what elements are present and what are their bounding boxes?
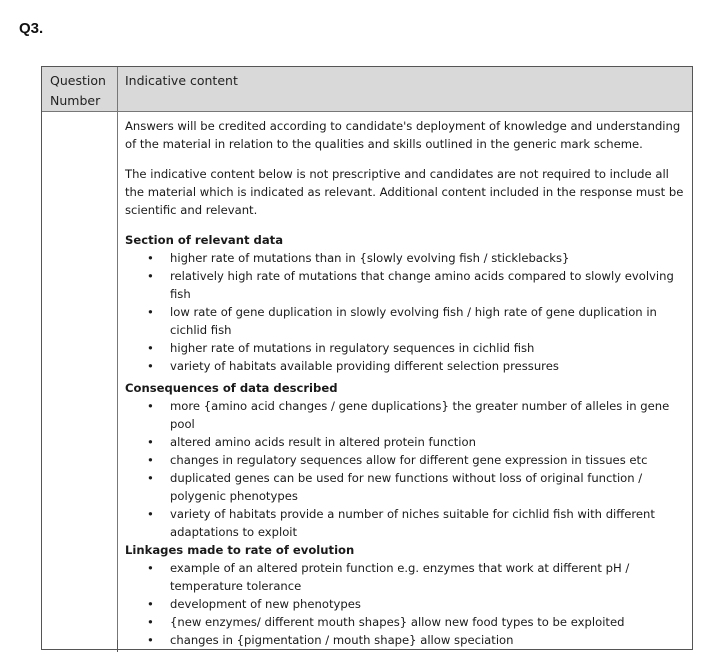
section-title: Section of relevant data	[125, 233, 284, 247]
bullet-icon: •	[147, 453, 154, 467]
bullet-icon: •	[147, 251, 154, 265]
list-item	[125, 267, 690, 303]
list-item-text: relatively high rate of mutations that change amino acids compared to slowly evolving fish	[170, 269, 674, 301]
bullet-icon: •	[147, 597, 154, 611]
column-divider	[117, 67, 118, 649]
indicative-content-body	[125, 117, 690, 649]
list-item	[125, 559, 690, 595]
bullet-icon: •	[147, 305, 154, 319]
list-item-text: more {amino acid changes / gene duplications} the greater number of alleles in gene pool	[170, 399, 670, 431]
section-rate-of-evolution	[125, 541, 690, 649]
bullet-icon: •	[147, 507, 154, 521]
header-indicative-content: Indicative content	[125, 73, 238, 88]
list-item-text: {new enzymes/ different mouth shapes} allow new food types to be exploited	[170, 615, 625, 629]
list-item	[125, 613, 690, 631]
list-item	[125, 469, 690, 505]
list-item-text: low rate of gene duplication in slowly evolving fish / high rate of gene duplication in cichlid fish	[170, 305, 657, 337]
bullet-icon: •	[147, 471, 154, 485]
list-item-text: duplicated genes can be used for new functions without loss of original function / polygenic phenotypes	[170, 471, 643, 503]
list-item	[125, 357, 690, 375]
bullet-icon: •	[147, 435, 154, 449]
list-item-text: example of an altered protein function e.g. enzymes that work at different pH / temperature tolerance	[170, 561, 630, 593]
list-item-text: altered amino acids result in altered protein function	[170, 435, 476, 449]
bullet-icon: •	[147, 269, 154, 283]
section-title: Consequences of data described	[125, 381, 338, 395]
list-item-text: higher rate of mutations in regulatory sequences in cichlid fish	[170, 341, 535, 355]
list-item	[125, 451, 690, 469]
section-relevant-data	[125, 231, 690, 375]
table-edge-mark	[117, 640, 118, 652]
list-item-text: higher rate of mutations than in {slowly evolving fish / sticklebacks}	[170, 251, 570, 265]
list-item-text: variety of habitats available providing different selection pressures	[170, 359, 559, 373]
bullet-icon: •	[147, 399, 154, 413]
list-item	[125, 249, 690, 267]
list-item	[125, 339, 690, 357]
intro-paragraph-2: The indicative content below is not prescriptive and candidates are not required to include all the material which is indicated as relevant. Additional content included in the response must be scientific and relevant.	[125, 167, 684, 217]
mark-scheme-table	[41, 66, 693, 650]
header-question-number	[50, 71, 106, 111]
bullet-icon: •	[147, 615, 154, 629]
list-item	[125, 505, 690, 541]
list-item	[125, 595, 690, 613]
section-title: Linkages made to rate of evolution	[125, 543, 355, 557]
list-item	[125, 303, 690, 339]
list-item-text: variety of habitats provide a number of niches suitable for cichlid fish with different adaptations to exploit	[170, 507, 655, 539]
question-label: Q3.	[19, 20, 44, 37]
list-item	[125, 433, 690, 451]
section-consequences	[125, 379, 690, 541]
header-question-line1: Question	[50, 73, 106, 88]
list-item	[125, 631, 690, 649]
bullet-icon: •	[147, 359, 154, 373]
list-item-text: development of new phenotypes	[170, 597, 361, 611]
list-item	[125, 397, 690, 433]
bullet-icon: •	[147, 341, 154, 355]
header-question-line2: Number	[50, 93, 101, 108]
bullet-icon: •	[147, 561, 154, 575]
bullet-icon: •	[147, 633, 154, 647]
list-item-text: changes in {pigmentation / mouth shape} allow speciation	[170, 633, 514, 647]
list-item-text: changes in regulatory sequences allow for different gene expression in tissues etc	[170, 453, 648, 467]
intro-paragraph-1: Answers will be credited according to candidate's deployment of knowledge and understanding of the material in relation to the qualities and skills outlined in the generic mark scheme.	[125, 119, 681, 151]
